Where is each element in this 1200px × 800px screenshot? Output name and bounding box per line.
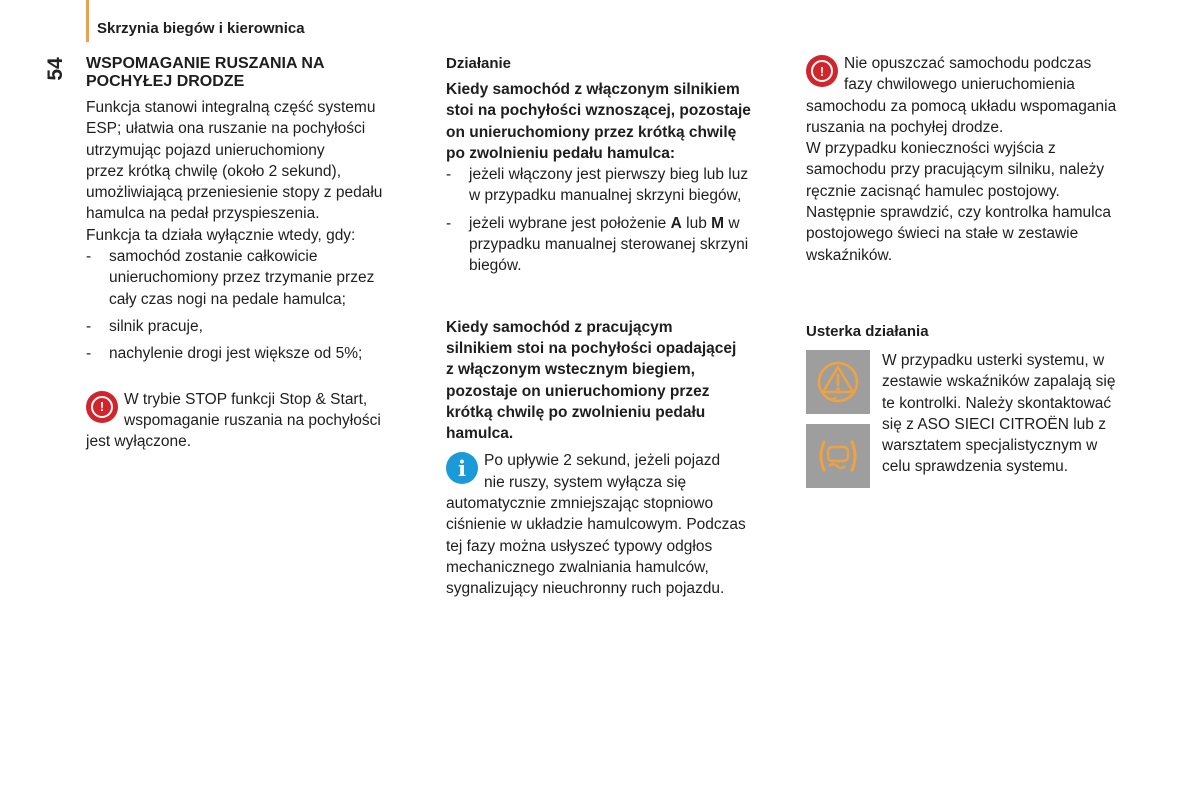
text-line: jeżeli włączony jest pierwszy bieg lub luz xyxy=(469,166,749,184)
section-accent-bar xyxy=(86,0,89,42)
text-line: warsztatem specjalistycznym w xyxy=(882,437,1098,455)
info-icon: i xyxy=(446,452,478,484)
text-line: samochodu przy pracującym silniku, należy xyxy=(806,161,1105,179)
text-line: silnik pracuje, xyxy=(109,317,203,335)
uphill-list xyxy=(446,164,781,276)
text-line: krótką chwilę po zwolnieniu pedału xyxy=(446,403,706,421)
esp-fault-icon xyxy=(806,424,870,488)
text-line: Nie opuszczać samochodu podczas xyxy=(844,55,1092,72)
text-line: ESP; ułatwia ona ruszanie na pochyłości xyxy=(86,120,366,138)
column-1 xyxy=(86,55,416,452)
text-line: on unieruchomiony przez krótką chwilę xyxy=(446,123,737,141)
column-3 xyxy=(806,53,1151,492)
text-fragment: jeżeli wybrane jest położenie xyxy=(469,214,671,232)
list-item xyxy=(86,316,416,337)
text-line: samochodu za pomocą układu wspomagania xyxy=(806,97,1117,115)
text-line: fazy chwilowego unieruchomienia xyxy=(844,76,1075,94)
text-line: nachylenie drogi jest większe od 5%; xyxy=(109,345,363,363)
text-line: po zwolnieniu pedału hamulca: xyxy=(446,144,676,162)
gear-position-a: A xyxy=(670,214,682,232)
warning-icon: ! xyxy=(86,391,118,423)
text-line: Po upływie 2 sekund, jeżeli pojazd xyxy=(484,452,721,470)
page-number: 54 xyxy=(44,57,67,81)
list-item xyxy=(446,164,781,207)
text-line: wskaźników. xyxy=(806,246,893,264)
fault-subheading: Usterka działania xyxy=(806,322,929,340)
stop-start-warning-note xyxy=(86,389,416,453)
text-line: postojowego świeci na stałe w zestawie xyxy=(806,225,1079,243)
list-item xyxy=(86,246,416,310)
text-line: wspomaganie ruszania na pochyłości xyxy=(124,411,381,429)
text-line: celu sprawdzenia systemu. xyxy=(882,458,1069,476)
heading-line: WSPOMAGANIE RUSZANIA NA xyxy=(86,55,325,72)
uphill-paragraph xyxy=(446,79,781,164)
text-line: samochód zostanie całkowicie xyxy=(109,248,318,266)
gear-position-m: M xyxy=(711,214,725,232)
text-line: ręcznie zacisnąć hamulec postojowy. xyxy=(806,182,1060,200)
text-line: biegów. xyxy=(469,257,522,275)
text-line: utrzymując pojazd unieruchomiony xyxy=(86,141,325,159)
text-line: te kontrolki. Należy skontaktować xyxy=(882,394,1112,412)
text-line: hamulca na pedał przyspieszenia. xyxy=(86,205,320,223)
column-2 xyxy=(446,53,781,600)
warning-lamp-tiles xyxy=(806,350,870,488)
dash-bullet: - xyxy=(86,317,92,335)
text-line: zestawie wskaźników zapalają się xyxy=(882,373,1116,391)
dash-bullet: - xyxy=(446,214,452,232)
text-fragment: w xyxy=(724,214,740,232)
section-title: Skrzynia biegów i kierownica xyxy=(97,20,305,37)
text-line: cały czas nogi na pedale hamulca; xyxy=(109,290,346,308)
text-line: W przypadku usterki systemu, w xyxy=(882,351,1105,369)
text-line: Funkcja stanowi integralną część systemu xyxy=(86,99,376,116)
text-line: hamulca. xyxy=(446,425,514,443)
text-line: silnikiem stoi na pochyłości opadającej xyxy=(446,339,737,357)
text-line: jest wyłączone. xyxy=(86,433,192,451)
dash-bullet: - xyxy=(446,166,452,184)
text-line: umożliwiającą przeniesienie stopy z pedału xyxy=(86,184,383,202)
text-line: ruszania na pochyłej drodze. xyxy=(806,118,1004,136)
list-item xyxy=(446,213,781,277)
dash-bullet: - xyxy=(86,345,92,363)
text-line: pozostaje on unieruchomiony przez xyxy=(446,382,710,400)
text-line: sygnalizujący nieuchronny ruch pojazdu. xyxy=(446,580,725,598)
dash-bullet: - xyxy=(86,248,92,266)
text-line: stoi na pochyłości wznoszącej, pozostaje xyxy=(446,102,751,120)
fault-block xyxy=(806,350,1151,478)
downhill-paragraph xyxy=(446,317,781,445)
text-line: nie ruszy, system wyłącza się xyxy=(484,473,687,491)
text-line: się z ASO SIECI CITROËN lub z xyxy=(882,415,1106,433)
text-line: W przypadku konieczności wyjścia z xyxy=(806,140,1056,158)
warning-icon: ! xyxy=(806,55,838,87)
text-line: mechanicznego zwalniania hamulców, xyxy=(446,558,709,576)
text-line: unieruchomiony przez trzymanie przez xyxy=(109,269,375,287)
condition-list xyxy=(86,246,416,364)
text-line: tej fazy można usłyszeć typowy odgłos xyxy=(446,537,713,555)
brake-release-info-note xyxy=(446,450,781,599)
article-heading xyxy=(86,55,416,91)
text-line: przypadku manualnej sterowanej skrzyni xyxy=(469,236,749,254)
text-line: Kiedy samochód z włączonym silnikiem xyxy=(446,81,740,98)
text-line: W trybie STOP funkcji Stop & Start, xyxy=(124,390,368,408)
text-line: automatycznie zmniejszając stopniowo xyxy=(446,495,714,513)
intro-paragraph xyxy=(86,97,416,225)
text-fragment: lub xyxy=(681,214,712,232)
heading-line: POCHYŁEJ DRODZE xyxy=(86,73,245,90)
condition-intro: Funkcja ta działa wyłącznie wtedy, gdy: xyxy=(86,226,356,244)
text-line: Kiedy samochód z pracującym xyxy=(446,318,673,336)
list-item xyxy=(86,343,416,364)
text-line: ciśnienie w układzie hamulcowym. Podczas xyxy=(446,516,746,534)
hill-hold-fault-icon xyxy=(806,350,870,414)
text-line: przez krótką chwilę (około 2 sekund), xyxy=(86,162,342,180)
text-line: z włączonym wstecznym biegiem, xyxy=(446,361,695,379)
operation-subheading: Działanie xyxy=(446,55,512,72)
text-line: w przypadku manualnej skrzyni biegów, xyxy=(469,187,742,205)
do-not-leave-vehicle-warning-note xyxy=(806,53,1151,266)
text-line: Następnie sprawdzić, czy kontrolka hamulca xyxy=(806,204,1111,222)
